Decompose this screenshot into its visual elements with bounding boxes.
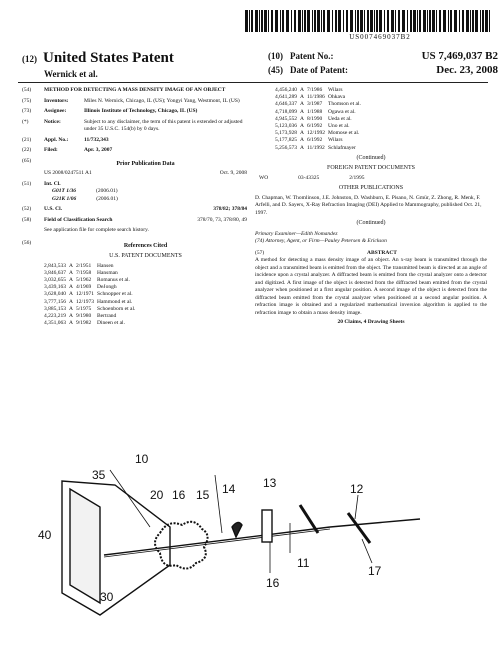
table-cell: Ogawa et al. [328,108,356,115]
barcode-bar [374,10,375,32]
barcode-bar [407,10,408,32]
table-row [44,291,138,298]
table-cell: 7/1958 [75,269,92,276]
table-cell: Schoenborn et al. [97,305,136,312]
table-cell: 2,843,533 [44,262,66,269]
references-table [44,263,138,328]
table-cell: 9/1980 [75,312,92,319]
continued-2: (Continued) [356,220,386,227]
barcode-bar [327,10,330,32]
barcode-bar [398,10,400,32]
table-row [275,130,364,137]
us-docs-heading: U.S. PATENT DOCUMENTS [109,253,182,259]
table-cell: A [300,115,304,122]
barcode-bar [280,10,281,32]
table-cell: A [69,320,73,327]
header-rule [18,82,488,83]
label-10: 10 [135,452,149,466]
table-cell: 8/1990 [306,115,323,122]
table-cell: 12/1992 [306,130,326,137]
barcode-bar [472,10,474,32]
barcode-bar [307,10,310,32]
barcode-bar [249,10,250,32]
table-cell: 4,351,063 [44,320,66,327]
monochromator [232,522,242,537]
table-cell: 11/1992 [306,144,325,151]
label-30: 30 [100,590,114,604]
table-row [44,270,138,277]
prior-pub-field: (65) Prior Publication Data US 2008/0247511 A1 Oct. 9, 2008 [22,157,247,176]
barcode-bar [439,10,441,32]
table-cell: 12/1973 [75,298,95,305]
table-cell: A [69,305,73,312]
barcode-bar [387,10,389,32]
barcode-bar [268,10,269,32]
barcode-bar [286,10,289,32]
label-40: 40 [38,528,52,542]
table-cell: Ueda et al. [328,115,352,122]
table-cell: 4,641,289 [275,94,297,101]
us-cl-field: (52) U.S. Cl. 378/82; 378/84 [22,206,247,212]
table-cell: 3,628,040 [44,291,66,298]
patent-date: Dec. 23, 2008 [436,64,498,76]
crystal-2 [348,513,370,543]
table-cell: 3,032,655 [44,276,66,283]
barcode-bar [251,10,253,32]
label-16: 16 [172,488,186,502]
table-row [275,137,364,144]
barcode-bar [480,10,481,32]
barcode-bar [436,10,437,32]
patent-figure [0,415,500,643]
barcode-bar [259,10,260,32]
barcode-bar [448,10,449,32]
table-cell: 3,885,153 [44,305,66,312]
barcode-bar [364,10,365,32]
barcode-bar [417,10,418,32]
barcode-bar [282,10,284,32]
label-17: 17 [368,564,382,578]
table-cell: A [69,284,73,291]
primary-examiner: Primary Examiner—Edith Nomandez [255,230,338,237]
other-pub-text: D. Chapman, W. Thomlinson, J.E. Johnston, D. Washburn, E. Pisano, N. Gmür, Z. Zhong, R. Menk, F. Arfelli, and D. Sayers, X-Ray Refraction Imaging (DEI) Applied to Mammography, published Oct. 21, 1997. [255,194,482,216]
references-continued-table [275,87,364,152]
barcode-bar [482,10,484,32]
left-column [22,87,247,412]
barcode-bar [317,10,320,32]
barcode-bar [321,10,322,32]
table-row [44,306,138,313]
table-cell: A [300,123,304,130]
table-cell: Hammond et al. [97,298,133,305]
barcode-bar [395,10,396,32]
references-heading: References Cited [123,242,168,249]
table-cell: 5/1975 [75,305,92,312]
table-cell: Hansen [97,262,114,269]
label-14: 14 [222,482,236,496]
table-cell: A [300,101,304,108]
barcode-bar [450,10,452,32]
barcode-bar [413,10,416,32]
header-left [22,50,252,79]
barcode-number: US007469037B2 [349,33,411,41]
table-row [44,284,138,291]
date-label: Date of Patent: [290,65,348,75]
table-row [275,116,364,123]
patent-number-row [268,50,498,62]
barcode-bar [391,10,394,32]
table-cell: 12/1971 [75,291,95,298]
table-cell: A [300,108,304,115]
barcode-bar [423,10,426,32]
table-cell: 6/1992 [306,137,323,144]
continued-1: (Continued) [356,154,386,161]
barcode-bar [402,10,405,32]
references-field: (56) References Cited U.S. PATENT DOCUMENTS 2,843,533 A 2/1951 Hansen 3,846,637 A 7/1958 Hansman 3,032,655 A 5/1962 Romanus et al. 3,439,163 A 4/1969 DeJongh 3,628,040 A 12/1971 Schnopper et al. 3,777,156 A 12/1973 Hammond et al. 3,885,153 A 5/1975 Schoenborn et al. 4,223,219 A 9/1980 Bertrand 4,351,063 A 9/1982 Dineen et al. [22,240,247,328]
patent-number: US 7,469,037 B2 [421,50,498,62]
barcode-bar [261,10,263,32]
barcode-bar [304,10,306,32]
notice-field: (*) Notice: Subject to any disclaimer, the term of this patent is extended or adjusted under 35 U.S.C. 154(b) by 0 days. [22,118,243,132]
claims-line: 20 Claims, 4 Drawing Sheets [337,319,405,326]
table-row [44,313,138,320]
label-16b: 16 [266,576,280,590]
barcode-bar [360,10,363,32]
int-cl-field: (51) Int. Cl. G01T 1/36 (2006.01) G21K 1/06 (2006.01) [22,180,118,202]
table-cell: A [69,269,73,276]
table-cell: 1/1988 [306,108,323,115]
barcode-bar [459,10,460,32]
table-cell: Ohkava [328,94,346,101]
foreign-heading: FOREIGN PATENT DOCUMENTS [326,165,415,172]
table-cell: Momose et al. [328,130,360,137]
table-cell: A [300,144,304,151]
table-cell: 5,256,573 [275,144,297,151]
table-row [275,87,364,94]
barcode-bar [314,10,316,32]
table-cell: 4,646,337 [275,101,297,108]
barcode-bar [376,10,378,32]
table-cell: 5,123,036 [275,123,297,130]
barcode-bar [357,10,359,32]
barcode-bar [443,10,446,32]
barcode-bar [346,10,348,32]
label-12: 12 [350,482,364,496]
table-cell: 5,173,928 [275,130,297,137]
barcode-bar [291,10,292,32]
barcode-bar [343,10,344,32]
table-cell: 9/1982 [75,320,92,327]
table-cell: A [300,137,304,144]
table-cell: 6/1992 [306,123,323,130]
right-column [255,87,487,412]
table-cell: A [69,312,73,319]
barcode-bar [379,10,382,32]
header-right [268,50,498,76]
table-cell: 4,718,099 [275,108,297,115]
barcode-bar [264,10,267,32]
barcode-bar [427,10,428,32]
table-row [275,145,364,152]
barcode-bar [419,10,421,32]
patent-date-row [268,64,498,76]
table-cell: 3,439,163 [44,284,66,291]
table-row [275,94,364,101]
barcode-bar [462,10,464,32]
title-field: (54) METHOD FOR DETECTING A MASS DENSITY IMAGE OF AN OBJECT [22,87,247,95]
table-cell: A [69,298,73,305]
table-row [275,109,364,116]
barcode-bar [312,10,313,32]
barcode-bar [245,10,248,32]
barcode-bar [367,10,369,32]
table-cell: 7/1986 [306,87,323,93]
appl-field: (21) Appl. No.: 11/732,343 [22,136,109,143]
barcode-bar [410,10,412,32]
beam-line [104,527,330,555]
barcode-bar [466,10,469,32]
inventors-field: (75) Inventors: Miles N. Wernick, Chicago, IL (US); Yongyi Yang, Westmont, IL (US) [22,97,240,104]
table-cell: Hansman [97,269,118,276]
table-cell: A [300,94,304,101]
table-cell: Wilars [328,137,343,144]
table-cell: Wilars [328,87,343,93]
inventors-short: Wernick et al. [44,69,98,79]
crystal-analyzer [262,510,272,542]
barcode-bar [489,10,490,32]
table-cell: 5,177,825 [275,137,297,144]
label-15: 15 [196,488,210,502]
barcode-bar [370,10,373,32]
table-row [44,263,138,270]
table-row [44,299,138,306]
table-cell: 11/1986 [306,94,325,101]
table-cell: A [69,262,73,269]
barcode-bar [485,10,488,32]
see-application: See application file for complete search history. [44,227,149,233]
table-cell: Thomson et al. [328,101,361,108]
abstract-heading: ABSTRACT [367,249,397,256]
barcode-bar [255,10,258,32]
table-cell: Schnopper et al. [97,291,133,298]
label-11: 11 [297,556,310,570]
barcode-bar [294,10,296,32]
barcode-bar [323,10,325,32]
table-row [275,123,364,130]
table-cell: 5/1962 [75,276,92,283]
invention-title: METHOD FOR DETECTING A MASS DENSITY IMAGE OF AN OBJECT [44,87,226,93]
barcode-bar [355,10,356,32]
country-code: (12) [22,54,37,64]
table-cell: 3,777,156 [44,298,66,305]
table-row [275,101,364,108]
table-cell: 3,846,637 [44,269,66,276]
barcode-bar [335,10,337,32]
table-cell: Uno et al. [328,123,350,130]
barcode-bar [429,10,431,32]
foreign-row: WO 03-43325 2/1995 [259,174,365,181]
barcode-bar [475,10,478,32]
abstract-heading-row: (57) ABSTRACT [255,250,487,258]
prior-pub-heading: Prior Publication Data [116,160,175,167]
table-row [44,320,138,327]
table-cell: A [300,130,304,137]
field-search: (58) Field of Classification Search 378/70, 73, 378/80, 49 [22,216,247,223]
table-cell: Romanus et al. [97,276,130,283]
barcode-bar [298,10,301,32]
barcode [245,10,493,32]
date-code: (45) [268,65,283,75]
detector-plate [70,489,100,603]
other-pub-heading: OTHER PUBLICATIONS [338,185,404,192]
table-row [44,277,138,284]
table-cell: A [69,276,73,283]
label-35: 35 [92,468,106,482]
attorney: (74) Attorney, Agent, or Firm—Pauley Petersen & Erickson [255,238,387,245]
table-cell: A [300,87,304,93]
crystal-1 [300,505,318,533]
patent-no-code: (10) [268,51,283,61]
assignee-field: (73) Assignee: Illinois Institute of Technology, Chicago, IL (US) [22,108,198,114]
table-cell: 2/1951 [75,262,92,269]
table-cell: Schlafmayer [328,144,356,151]
barcode-bar [275,10,278,32]
barcode-bar [350,10,353,32]
barcode-bar [332,10,333,32]
table-cell: 4,945,552 [275,115,297,122]
table-cell: 4/1969 [75,284,92,291]
table-cell: Dineen et al. [97,320,125,327]
barcode-bar [271,10,273,32]
table-cell: 4,223,219 [44,312,66,319]
table-cell: A [69,291,73,298]
filed-field: (22) Filed: Apr. 3, 2007 [22,147,113,153]
table-cell: 3/1987 [306,101,323,108]
table-cell: Bertrand [97,312,117,319]
barcode-bar [338,10,341,32]
barcode-bar [384,10,385,32]
label-20: 20 [150,488,164,502]
table-cell: 4,456,240 [275,87,297,93]
barcode-bar [302,10,303,32]
table-cell: DeJongh [97,284,117,291]
country-title: United States Patent [43,50,174,66]
barcode-bar [454,10,457,32]
patent-no-label: Patent No.: [290,51,334,61]
barcode-bar [470,10,471,32]
barcode-bar [432,10,435,32]
label-13: 13 [263,476,277,490]
abstract-text: A method for detecting a mass density image of an object. An x-ray beam is transmitted through the object and a transmitted beam is emitted from the object. The transmitted beam is directed at an angle of incidence upon a crystal analyzer. A diffracted beam is emitted from the crystal analyzer onto a detector and digitized. A first image of the object is detected from the diffracted beam emitted from the crystal analyzer when positioned at a first angular position. A second image of the object is detected from the diffracted beam emitted from the crystal analyzer when positioned at a second angular position. A refraction image is obtained and a regularized mathematical inversion algorithm is applied to the refraction image to obtain a mass density image. [255,257,487,316]
